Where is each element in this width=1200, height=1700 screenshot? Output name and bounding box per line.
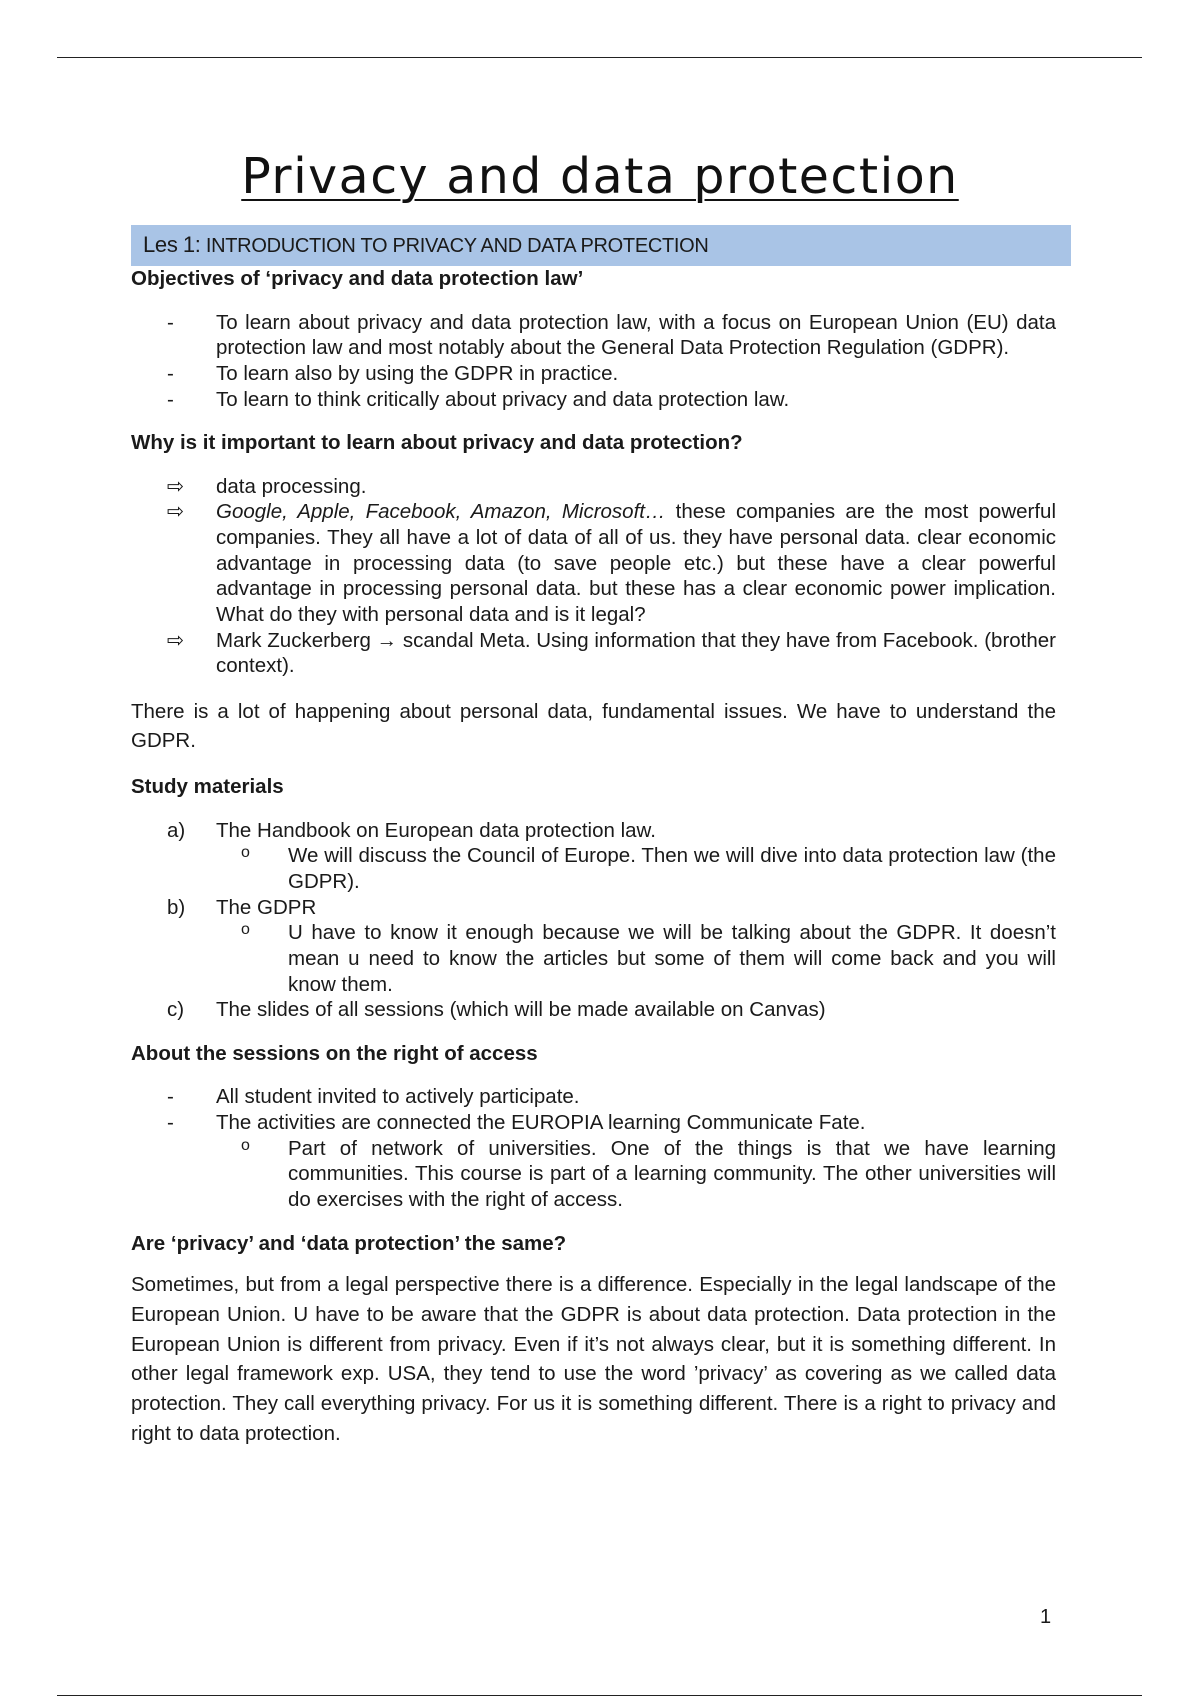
arrow-bullet-icon: ⇨ [167, 628, 185, 652]
sessions-heading: About the sessions on the right of access [131, 1041, 538, 1065]
document-body [131, 225, 1056, 1449]
lesson-title: INTRODUCTION TO PRIVACY AND DATA PROTECTION [205, 235, 709, 257]
list-item: - To learn about privacy and data protection law, with a focus on European Union (EU) data protection law and most notably about the General Data Protection Regulation (GDPR). [167, 310, 1056, 360]
lesson-prefix: Les [143, 232, 178, 257]
dash-bullet: - [167, 361, 174, 385]
list-marker: c) [167, 998, 185, 1022]
list-item: - All student invited to actively participate. [167, 1085, 580, 1109]
arrow-bullet-icon: ⇨ [167, 474, 185, 498]
dash-bullet: - [167, 387, 174, 411]
sub-list-item: o We will discuss the Council of Europe. Then we will dive into data protection law (the GDPR). [241, 844, 1056, 894]
arrow-bullet-icon: ⇨ [167, 500, 185, 524]
list-item: - To learn also by using the GDPR in practice. [167, 361, 619, 385]
why-paragraph: There is a lot of happening about personal data, fundamental issues. We have to understand the GDPR. [131, 699, 1056, 753]
dash-bullet: - [167, 1111, 174, 1135]
list-item: a) The Handbook on European data protection law. [167, 818, 656, 842]
study-heading: Study materials [131, 775, 284, 799]
objectives-heading: Objectives of ‘privacy and data protection law’ [131, 267, 584, 290]
same-paragraph: Sometimes, but from a legal perspective there is a difference. Especially in the legal landscape of the European Union. U have to be aware that the GDPR is about data protection. Data protection in the European Union is different from privacy. Even if it’s not always clear, but it is something different. In other legal framework exp. USA, they tend to use the word ’privacy’ as covering as we called data protection. They call everything privacy. For us it is something different. There is a right to privacy and right to data protection. [131, 1273, 1056, 1445]
list-item: c) The slides of all sessions (which will be made available on Canvas) [167, 998, 826, 1022]
why-list [131, 474, 1056, 679]
list-marker: b) [167, 895, 186, 919]
lesson-heading-bar [131, 225, 1071, 266]
dash-bullet: - [167, 310, 174, 334]
page-title: Privacy and data protection [241, 148, 959, 205]
sub-list-item: o Part of network of universities. One of the things is that we have learning communities. This course is part of a learning community. The other universities will do exercises with the right of access. [241, 1136, 1056, 1211]
list-item: ⇨ data processing. [167, 474, 367, 498]
lesson-number: 1: [182, 232, 201, 257]
dash-bullet: - [167, 1085, 174, 1109]
list-item: b) The GDPR [167, 895, 317, 919]
bottom-rule [57, 1695, 1142, 1696]
circle-bullet: o [241, 1136, 250, 1154]
circle-bullet: o [241, 844, 250, 862]
page-number: 1 [1040, 1606, 1052, 1628]
list-item: ⇨ Mark Zuckerberg → scandal Meta. Using information that they have from Facebook. (brother context). [167, 628, 1056, 678]
sub-list-item: o U have to know it enough because we will be talking about the GDPR. It doesn’t mean u need to know the articles but some of them will come back and you will know them. [241, 921, 1056, 996]
same-heading: Are ‘privacy’ and ‘data protection’ the same? [131, 1231, 567, 1255]
circle-bullet: o [241, 921, 250, 939]
list-item: - The activities are connected the EUROPIA learning Communicate Fate. [167, 1111, 866, 1135]
objectives-list [131, 310, 1056, 413]
why-heading: Why is it important to learn about privacy and data protection? [131, 431, 743, 455]
study-list [131, 818, 1056, 1023]
top-rule [57, 57, 1142, 58]
sessions-list [131, 1084, 1056, 1212]
list-item: - To learn to think critically about privacy and data protection law. [167, 387, 790, 411]
list-marker: a) [167, 818, 186, 842]
list-item: ⇨ Google, Apple, Facebook, Amazon, Microsoft… these companies are the most powerful companies. They all have a lot of data of all of us. they have personal data. clear economic advantage in processing data (to save people etc.) but these have a clear powerful advantage in processing personal data. but these has a clear economic power implication. What do they with personal data and is it legal? [167, 500, 1056, 626]
companies-italic: Google, Apple, Facebook, Amazon, Microsoft… [216, 500, 666, 524]
